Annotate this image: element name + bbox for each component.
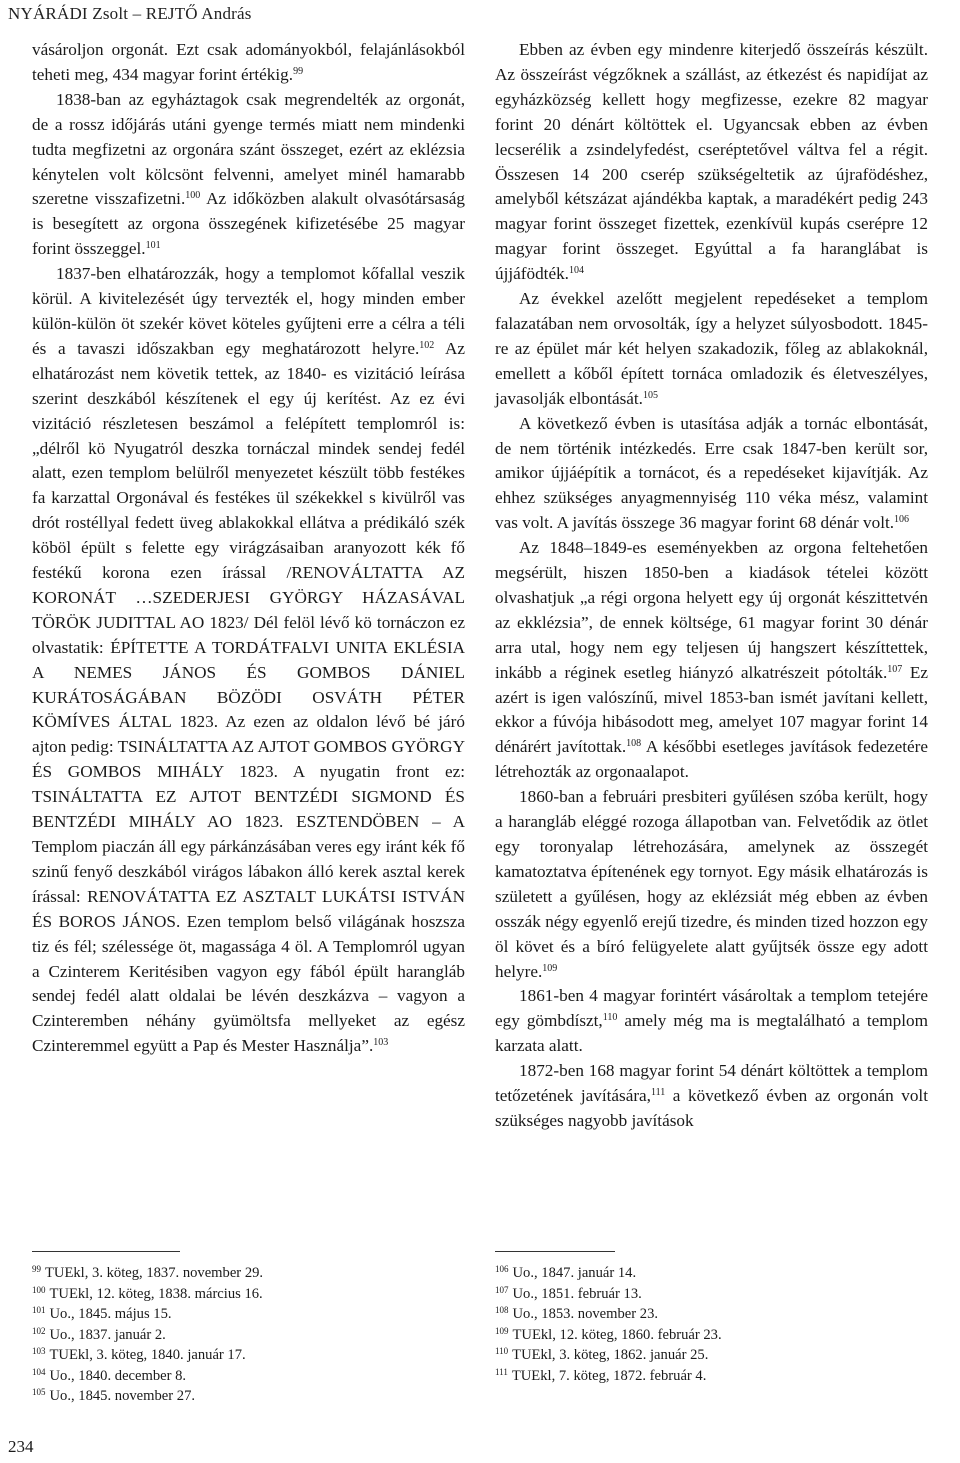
footnote (32, 1304, 465, 1325)
paragraph-text: Ebben az évben egy mindenre kiterjedő összeírás készült. Az összeírást végzőknek a szállást, az étkezést és napidíjat az egyházközség kellett hogy megfizesse, ezekre 82 magyar forint 20 dénárt költöttek el. Ugyancsak ebben az évben lecserélik a zsindelyfedést, cseréptetővel váltva fel a régit. Összesen 14 200 cserép szükségeltetik az újrafödéshez, amelyből kétszázat ajándékba kaptak, a maradékért pedig 243 magyar forint összeget fizettek, ezenkívül kupás cserépre 12 magyar forint összeget. Egyúttal a fa haranglábat is újjáfödték. (495, 40, 928, 284)
footnote-separator (32, 1251, 180, 1252)
footnote (495, 1345, 928, 1366)
footnote-ref[interactable]: 105 (642, 389, 658, 401)
paragraph-text: 1872-ben 168 magyar forint 54 dénárt költöttek a templom tetőzetének javítására, (495, 1061, 928, 1106)
paragraph-text: vásároljon orgonát. Ezt csak adományokból, felajánlásokból teheti meg, 434 magyar forint értékig. (32, 40, 465, 84)
footnote-number: 100 (32, 1284, 46, 1295)
footnote-number: 110 (495, 1346, 509, 1356)
paragraph (495, 287, 928, 412)
footnote-number: 101 (32, 1305, 46, 1315)
paragraph (495, 1059, 928, 1134)
footnotes-left (32, 1263, 465, 1407)
footnote-ref[interactable]: 111 (650, 1087, 666, 1099)
footnote-number: 108 (495, 1305, 509, 1315)
paragraph-text: 1860-ban a februári presbiteri gyűlésen szóba került, hogy a harangláb eléggé rozoga állapotban van. Felvetődik az ötlet egy toronyalap létrehozására, amelynek az összegét kamatoztatva építenének egy tornyot. Egy másik elhatározás is született a gyűlésen, hogy az eklézsiát még ebben az évben osszák négy egyenlő erejű tizedre, és minden tized hozzon egy öl követ és a bíró felügyelete alatt gyűjtsék össze egy adott helyre. (495, 787, 928, 981)
paragraph (495, 412, 928, 537)
footnote (32, 1284, 465, 1305)
footnote-text: Uo., 1847. január 14. (512, 1265, 637, 1281)
footnote (495, 1304, 928, 1325)
paragraph-text: 1838-ban az egyháztagok csak megrendelték az orgonát, de a rossz időjárás utáni gyenge termés miatt nem mindenki tudta megfizetni az orgonára szánt összeget, ezért az eklézsia kénytelen volt kölcsönt felvenni, amelyet minél hamarabb szeretne visszafizetni. (32, 89, 465, 209)
footnote (495, 1263, 928, 1284)
paragraph (495, 536, 928, 785)
footnote-number: 106 (495, 1264, 509, 1274)
paragraph-text: 1861-ben 4 magyar forintért vásároltak a templom tetejére egy gömbdíszt, (495, 986, 928, 1031)
paragraph (32, 262, 465, 1059)
footnote-text: Uo., 1853. november 23. (512, 1306, 659, 1322)
footnote (32, 1366, 465, 1387)
paragraph (495, 38, 928, 287)
footnote-ref[interactable]: 101 (145, 240, 161, 252)
footnote-number: 107 (495, 1284, 509, 1295)
footnote-text: TUEkl, 3. köteg, 1862. január 25. (512, 1347, 709, 1363)
paragraph-text: Az évekkel azelőtt megjelent repedéseket a templom falazatában nem orvosolták, így a helyzet súlyosbodott. 1845-re az épület már két helyen szakadozik, főleg az ablakoknál, emellett a kőből épített tornáca omladozik és életveszélyes, javasolják elbontását. (495, 289, 928, 408)
footnote-text: Uo., 1845. november 27. (49, 1388, 196, 1404)
footnote-ref[interactable]: 107 (887, 663, 903, 675)
footnote-text: TUEkl, 7. köteg, 1872. február 4. (511, 1367, 707, 1384)
footnote-text: Uo., 1840. december 8. (49, 1367, 187, 1384)
paragraph (495, 785, 928, 984)
footnote-number: 105 (32, 1387, 46, 1397)
right-text-column (495, 38, 928, 1134)
footnote (32, 1263, 465, 1284)
paragraph-text: A későbbi esetleges javítások fedezetére létrehozták az orgonaalapot. (495, 737, 928, 782)
footnote-text: TUEkl, 12. köteg, 1838. március 16. (49, 1285, 263, 1302)
footnote (32, 1325, 465, 1346)
paragraph (32, 88, 465, 262)
paragraph-text: amely még ma is megtalálható a templom karzata alatt. (495, 1011, 928, 1056)
paragraph-text: Az 1848–1849-es eseményekben az orgona feltehetően megsérült, hiszen 1850-ben a kiadások tételei között olvashatjuk „a régi orgona helyett egy új orgonát készittetvén az ekklézsia”, de ennek költsége, 61 magyar forint 30 dénár arra utal, hogy nem egy teljesen új hangszert készíttettek, inkább a réginek esetleg hiányzó alkatrészeit pótolták. (495, 538, 928, 682)
footnote-number: 111 (495, 1366, 508, 1377)
footnote (495, 1366, 928, 1387)
footnote-text: Uo., 1837. január 2. (49, 1326, 166, 1343)
footnote-ref[interactable]: 104 (568, 265, 584, 277)
footnote-text: Uo., 1851. február 13. (512, 1285, 642, 1302)
footnote (32, 1345, 465, 1366)
footnote-number: 103 (32, 1346, 46, 1356)
footnote-ref[interactable]: 99 (293, 65, 304, 77)
running-head: NYÁRÁDI Zsolt – REJTŐ András (8, 4, 252, 23)
footnote-ref[interactable]: 110 (602, 1012, 618, 1024)
paragraph-text: Ez azért is igen valószínű, mivel 1853-ban ismét javítani kellett, ekkor a fúvója hibásodott meg, amelyet 107 magyar forint 14 dénárért javítottak. (495, 662, 928, 757)
footnote-separator (495, 1251, 615, 1252)
footnote-number: 99 (32, 1264, 41, 1274)
footnote-text: TUEkl, 12. köteg, 1860. február 23. (512, 1326, 722, 1343)
paragraph-text: Az időközben alakult olvasótársaság is besegített az orgona összegének kifizetésébe 25 magyar forint összeggel. (32, 189, 466, 259)
footnote (495, 1284, 928, 1305)
footnote-text: TUEkl, 3. köteg, 1837. november 29. (45, 1265, 264, 1281)
footnote-number: 102 (32, 1325, 46, 1336)
footnote-ref[interactable]: 100 (185, 190, 201, 202)
paragraph-text: a következő évben az orgonán volt szükséges nagyobb javítások (495, 1086, 928, 1130)
footnote-number: 104 (32, 1366, 46, 1377)
footnote (32, 1386, 465, 1407)
left-text-column (32, 38, 465, 1059)
paragraph-text: 1837-ben elhatározzák, hogy a templomot kőfallal veszik körül. A kivitelezését úgy tervezték el, hogy minden ember külön-külön öt szekér követ köteles gyűjteni erre a célra a téli és a tavaszi időszakban egy meghatározott helyre. (32, 264, 465, 358)
footnote-ref[interactable]: 109 (542, 962, 558, 974)
footnote-ref[interactable]: 108 (626, 738, 642, 750)
paragraph (32, 38, 465, 88)
footnote-text: Uo., 1845. május 15. (49, 1306, 172, 1322)
footnote-ref[interactable]: 106 (894, 514, 910, 526)
paragraph (495, 984, 928, 1059)
paragraph-text: A következő évben is utasítása adják a tornác elbontását, de nem történik intézkedés. Erre csak 1847-ben került sor, amikor újjáépítik a tornácot, és a repedéseket kijavítják. Az ehhez szükséges anyagmennyiség 110 véka mész, valamint vas volt. A javítás összege 36 magyar forint 68 dénár volt. (495, 413, 928, 533)
page-number: 234 (8, 1437, 34, 1456)
footnote-ref[interactable]: 103 (373, 1037, 389, 1049)
footnote (495, 1325, 928, 1346)
footnotes-right (495, 1263, 928, 1386)
footnote-number: 109 (495, 1325, 509, 1336)
footnote-ref[interactable]: 102 (419, 339, 435, 351)
paragraph-text: Az elhatározást nem követik tettek, az 1840- es vizitáció leírása szerint deszkából készítenek el egy új kerítést. Az ez évi vizitáció részletesen beszámol a felépített templomról is: „délről kö Nyugatról deszka tornáczal mindek sendej fedél alatt, ezen templom belülről menyezetet készült több festékes fa karzattal Orgonával és festékes ül székekkel s kivülről vas drót rostéllyal fedett üveg ablakokkal ellátva a prédikáló szék köböl épült s felette egy virágzásaiban aranyozott kék fő festékű korona ezen írással /RENOVÁLTATTA AZ KORONÁT …SZEDERJESI GYÖRGY HÁZASÁVAL TÖRÖK JUDITTAL AO 1823/ Dél felöl lévő kö tornáczon ez olvastatik: ÉPÍTETTE A TORDÁTFALVI UNITA EKLÉSIA A NEMES JÁNOS ÉS GOMBOS DÁNIEL KURÁTOSÁGÁBAN BÖZÖDI OSVÁTH PÉTER KÖMÍVES ÁLTAL 1823. Az ezen az oldalon lévő bé járó ajton pedig: TSINÁLTATTA AZ AJTOT GOMBOS GYÖRGY ÉS GOMBOS MIHÁLY 1823. A nyugatin front ez: TSINÁLTATTA EZ AJTOT BENTZÉDI SIGMOND ÉS BENTZÉDI MIHÁLY AO 1823. ESZTENDÖBEN – A Templom piaczán áll egy párkánzásában veres egy iránt kék fő szinű fenyő deszkából virágos lábakon álló kerek asztal kerek írással: RENOVÁTATTA EZ ASZTALT LUKÁTSI ISTVÁN ÉS BOROS JÁNOS. Ezen templom belső világának hoszsza tiz és fél; szélessége öt, magassága 4 öl. A Templomról ugyan a Czinterem Keritésiben vagyon egy fából épült harangláb sendej fedél alatt oldalai be lévén deszkázva – vagyon a Czinteremben néhány gyümöltsfa mellyeket az egész Czinteremmel együtt a Pap és Mester Használja”. (32, 338, 466, 1056)
footnote-text: TUEkl, 3. köteg, 1840. január 17. (49, 1347, 246, 1363)
